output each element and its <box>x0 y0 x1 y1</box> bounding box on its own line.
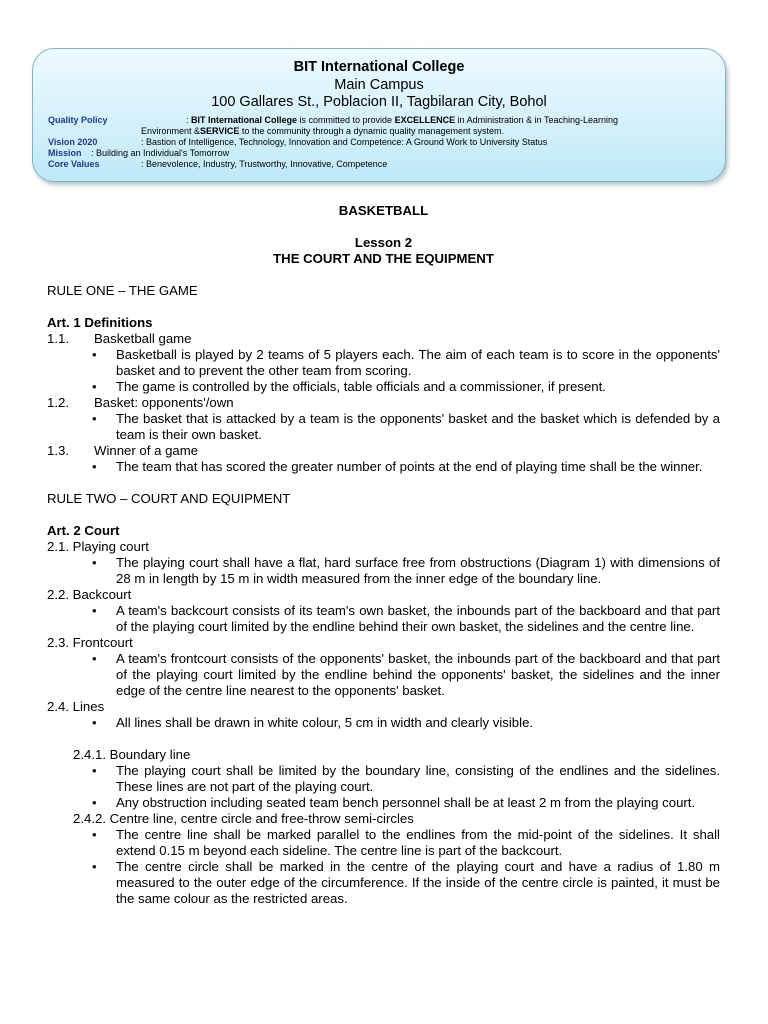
subject-title: BASKETBALL <box>338 203 429 218</box>
mission-text: : Building an Individual's Tomorrow <box>91 148 230 158</box>
section-1-2: 1.2. Basket: opponents'/own <box>47 395 234 410</box>
vision-label: Vision 2020 <box>48 137 98 147</box>
bullet-2-3-a: • A team's frontcourt consists of the opponents' basket, the inbounds part of the backboard and that part of the playing court limited by the endline behind the opponents' basket, the sidelines and the inner edge of the centre line nearest to the opponents' basket. <box>92 651 720 698</box>
quality-policy-colon: : <box>186 115 192 125</box>
quality-policy-label: Quality Policy <box>48 115 108 125</box>
vision-text: : Bastion of Intelligence, Technology, Innovation and Competence: A Ground Work to University Status <box>141 137 548 147</box>
college-address: 100 Gallares St., Poblacion II, Tagbilaran City, Bohol <box>211 94 547 110</box>
section-2-2: 2.2. Backcourt <box>47 587 132 602</box>
quality-policy-college: BIT International College <box>191 115 298 125</box>
rule-one-heading: RULE ONE – THE GAME <box>47 283 198 298</box>
section-2-4-2: 2.4.2. Centre line, centre circle and free-throw semi-circles <box>73 811 414 826</box>
core-values-row <box>48 159 387 170</box>
document-body <box>47 203 720 907</box>
lesson-number: Lesson 2 <box>354 235 413 250</box>
bullet-2-1-a: • The playing court shall have a flat, hard surface free from obstructions (Diagram 1) with dimensions of 28 m in length by 15 m in width measured from the inner edge of the boundary line. <box>92 555 720 586</box>
quality-policy-text4: to the community through a dynamic quality management system. <box>239 126 505 136</box>
campus-name: Main Campus <box>334 77 424 93</box>
bullet-2-4-2-b: • The centre circle shall be marked in the centre of the playing court and have a radius of 1.80 m measured to the outer edge of the circumference. If the inside of the centre circle is painted, it must be the same colour as the restricted areas. <box>92 859 720 906</box>
quality-policy-excellence: EXCELLENCE <box>394 115 456 125</box>
section-1-3: 1.3. Winner of a game <box>47 443 199 458</box>
bullet-1-1-a: • Basketball is played by 2 teams of 5 players each. The aim of each team is to score in the opponents' basket and to prevent the other team from scoring. <box>92 347 720 378</box>
bullet-2-4-a: • All lines shall be drawn in white colour, 5 cm in width and clearly visible. <box>92 715 534 730</box>
section-2-4: 2.4. Lines <box>47 699 105 714</box>
article-2-heading: Art. 2 Court <box>47 523 120 538</box>
section-2-3: 2.3. Frontcourt <box>47 635 133 650</box>
quality-policy-service: SERVICE <box>200 126 240 136</box>
mission-row <box>48 148 229 159</box>
quality-policy-text2: in Administration & in Teaching-Learning <box>455 115 619 125</box>
mission-label: Mission <box>48 148 82 158</box>
section-2-1: 2.1. Playing court <box>47 539 149 554</box>
bullet-1-1-b: • The game is controlled by the officials, table officials and a commissioner, if present. <box>92 379 606 394</box>
section-2-4-1: 2.4.1. Boundary line <box>73 747 191 762</box>
core-values-label: Core Values <box>48 159 100 169</box>
vision-row <box>48 137 547 148</box>
lesson-title: THE COURT AND THE EQUIPMENT <box>273 251 494 266</box>
bullet-2-4-1-b: • Any obstruction including seated team bench personnel shall be at least 2 m from the playing court. <box>92 795 696 810</box>
core-values-text: : Benevolence, Industry, Trustworthy, Innovative, Competence <box>141 159 388 169</box>
college-header <box>32 48 726 182</box>
quality-policy-text1: is committed to provide <box>297 115 395 125</box>
rule-two-heading: RULE TWO – COURT AND EQUIPMENT <box>47 491 291 506</box>
bullet-2-2-a: • A team's backcourt consists of its team's own basket, the inbounds part of the backboard and that part of the playing court limited by the endline behind their own basket, the sidelines and the centre line. <box>92 603 720 634</box>
bullet-2-4-1-a: • The playing court shall be limited by the boundary line, consisting of the endlines and the sidelines. These lines are not part of the playing court. <box>92 763 720 794</box>
quality-policy-row <box>48 115 618 126</box>
quality-policy-text3: Environment & <box>141 126 201 136</box>
section-1-1: 1.1. Basketball game <box>47 331 192 346</box>
article-1-heading: Art. 1 Definitions <box>47 315 153 330</box>
bullet-2-4-2-a: • The centre line shall be marked parallel to the endlines from the mid-point of the sidelines. It shall extend 0.15 m beyond each sideline. The centre line is part of the backcourt. <box>92 827 720 858</box>
college-name: BIT International College <box>293 59 465 75</box>
bullet-1-3-a: • The team that has scored the greater number of points at the end of playing time shall be the winner. <box>92 459 703 474</box>
bullet-1-2-a: • The basket that is attacked by a team is the opponents' basket and the basket which is defended by a team is their own basket. <box>92 411 720 442</box>
quality-policy-row2 <box>141 126 504 137</box>
